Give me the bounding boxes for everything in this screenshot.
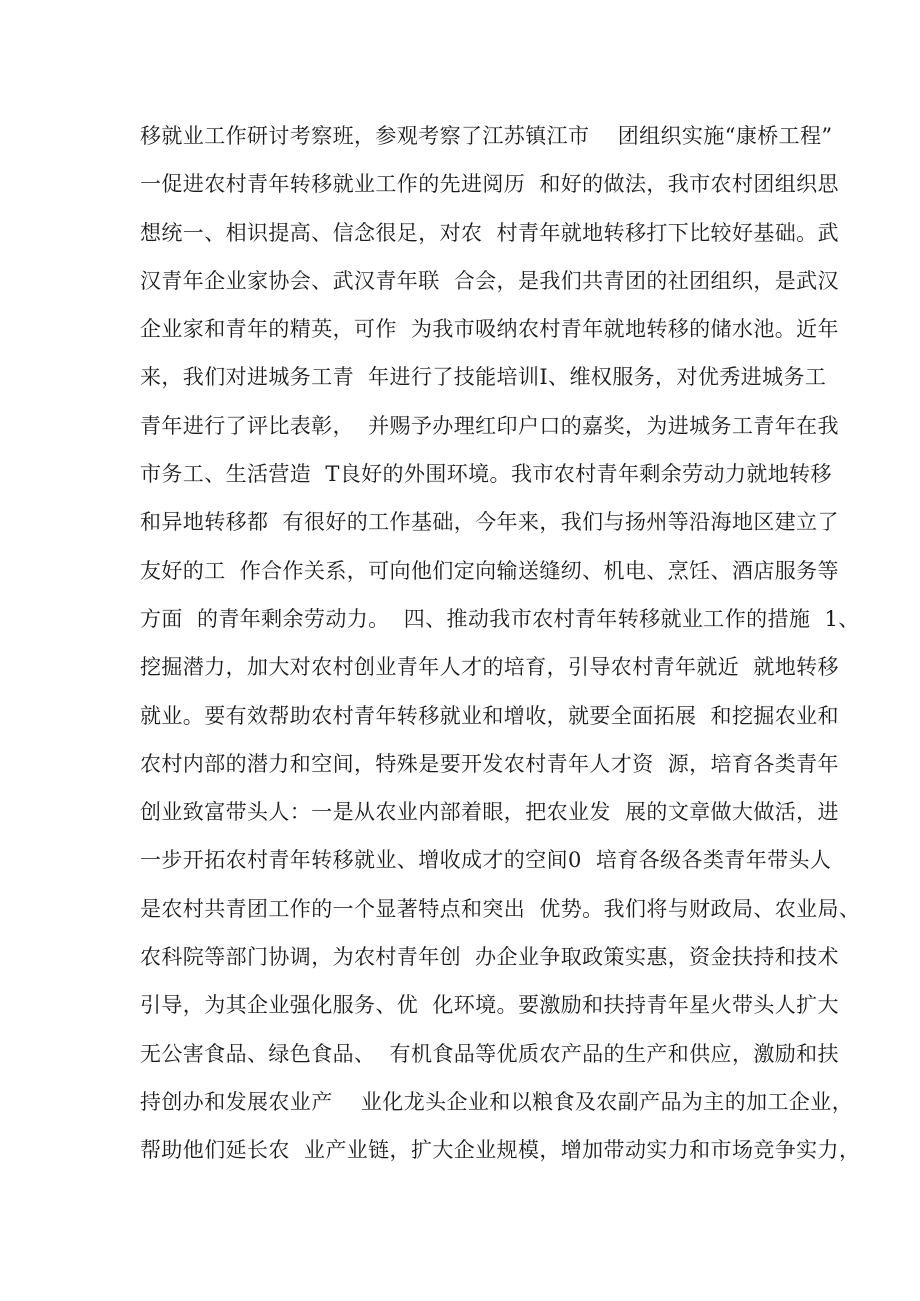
text-line: 想统一、相识提高、信念很足，对农 村青年就地转移打下比较好基础。武	[140, 220, 839, 245]
text-line: 挖掘潜力，加大对农村创业青年人才的培育，引导农村青年就近 就地转移	[140, 655, 839, 680]
text-line: 农科院等部门协调，为农村青年创 办企业争取政策实惠，资金扶持和技术	[140, 945, 839, 970]
text-line: 持创办和发展农业产 业化龙头企业和以粮食及农副产品为主的加工企业，	[140, 1089, 854, 1114]
text-line: 无公害食品、绿色食品、 有机食品等优质农产品的生产和供应，激励和扶	[140, 1041, 839, 1066]
text-line: 市务工、生活营造 T良好的外围环境。我市农村青年剩余劳动力就地转移	[140, 462, 832, 487]
text-line: 来，我们对进城务工青 年进行了技能培训I、维权服务，对优秀进城务工	[140, 365, 827, 390]
text-line: 一步开拓农村青年转移就业、增收成才的空间0 培育各级各类青年带头人	[140, 848, 832, 873]
text-line: 移就业工作研讨考察班，参观考察了江苏镇江市 团组织实施“康桥工程”	[140, 124, 833, 148]
text-line: 方面 的青年剩余劳动力。 四、推动我市农村青年转移就业工作的措施 1、	[140, 606, 860, 631]
text-line: 和异地转移都 有很好的工作基础，今年来，我们与扬州等沿海地区建立了	[140, 510, 839, 535]
text-line: 一促进农村青年转移就业工作的先进阅历 和好的做法，我市农村团组织思	[140, 172, 839, 197]
text-line: 农村内部的潜力和空间，特殊是要开发农村青年人才资 源，培育各类青年	[140, 751, 839, 776]
text-line: 是农村共青团工作的一个显著特点和突出 优势。我们将与财政局、农业局、	[140, 896, 861, 921]
text-line: 汉青年企业家协会、武汉青年联 合会，是我们共青团的社团组织，是武汉	[140, 268, 839, 293]
text-line: 企业家和青年的精英，可作 为我市吸纳农村青年就地转移的储水池。近年	[140, 317, 839, 342]
text-line: 友好的工 作合作关系，可向他们定向输送缝纫、机电、烹饪、酒店服务等	[140, 558, 839, 583]
text-line: 青年进行了评比表彰， 并赐予办理红印户口的嘉奖，为进城务工青年在我	[140, 413, 839, 438]
text-line: 帮助他们延长农 业产业链，扩大企业规模，增加带动实力和市场竞争实力，	[140, 1138, 861, 1163]
text-line: 创业致富带头人：一是从农业内部着眼，把农业发 展的文章做大做活，进	[140, 800, 839, 825]
document-body	[140, 112, 861, 1175]
text-line: 引导，为其企业强化服务、优 化环境。要激励和扶持青年星火带头人扩大	[140, 993, 839, 1018]
text-line: 就业。要有效帮助农村青年转移就业和增收，就要全面拓展 和挖掘农业和	[140, 703, 839, 728]
